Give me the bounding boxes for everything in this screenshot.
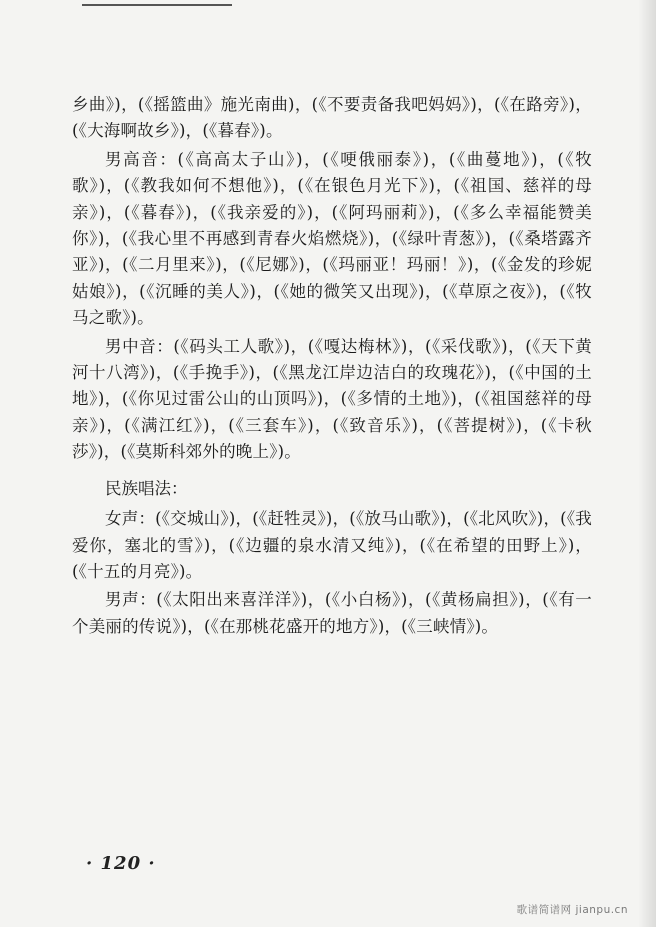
top-rule — [82, 4, 232, 6]
paragraph-male-voice: 男声：(《太阳出来喜洋洋》)，(《小白杨》)，(《黄杨扁担》)，(《有一个美丽的传说》)，(《在那桃花盛开的地方》)，(《三峡情》)。 — [72, 590, 592, 636]
page-body — [72, 92, 592, 640]
paragraph-baritone: 男中音：(《码头工人歌》)，(《嘎达梅林》)，(《采伐歌》)，(《天下黄河十八湾》)，(《手挽手》)，(《黑龙江岸边洁白的玫瑰花》)，(《中国的土地》)，(《你见过雷公山的山顶吗》)，(《多情的土地》)，(《祖国慈祥的母亲》)，(《满江红》)，(《三套车》)，(《致音乐》)，(《菩提树》)，(《卡秋莎》)，(《莫斯科郊外的晚上》)。 — [72, 336, 592, 462]
paragraph-female-voice: 女声：(《交城山》)，(《赶牲灵》)，(《放马山歌》)，(《北风吹》)，(《我爱你，塞北的雪》)，(《边疆的泉水清又纯》)，(《在希望的田野上》)，(《十五的月亮》)。 — [72, 509, 592, 581]
section-heading-folk-singing: 民族唱法： — [105, 478, 188, 498]
paragraph-continuation: 乡曲》)，(《摇篮曲》施光南曲)，(《不要责备我吧妈妈》)，(《在路旁》)，(《大海啊故乡》)，(《暮春》)。 — [72, 95, 592, 141]
page-edge-shadow — [638, 0, 656, 927]
paragraph-tenor: 男高音：(《高高太子山》)，(《哽俄丽泰》)，(《曲蔓地》)，(《牧歌》)，(《教我如何不想他》)，(《在银色月光下》)，(《祖国、慈祥的母亲》)，(《暮春》)，(《我亲爱的》)，(《阿玛丽莉》)，(《多么幸福能赞美你》)，(《我心里不再感到青春火焰燃烧》)，(《绿叶青葱》)，(《桑塔露齐亚》)，(《二月里来》)，(《尼娜》)，(《玛丽亚！玛丽！》)，(《金发的珍妮姑娘》)，(《沉睡的美人》)，(《她的微笑又出现》)，(《草原之夜》)，(《牧马之歌》)。 — [72, 149, 592, 328]
site-watermark: 歌谱简谱网 jianpu.cn — [516, 904, 628, 916]
page-number: · 120 · — [86, 853, 156, 874]
